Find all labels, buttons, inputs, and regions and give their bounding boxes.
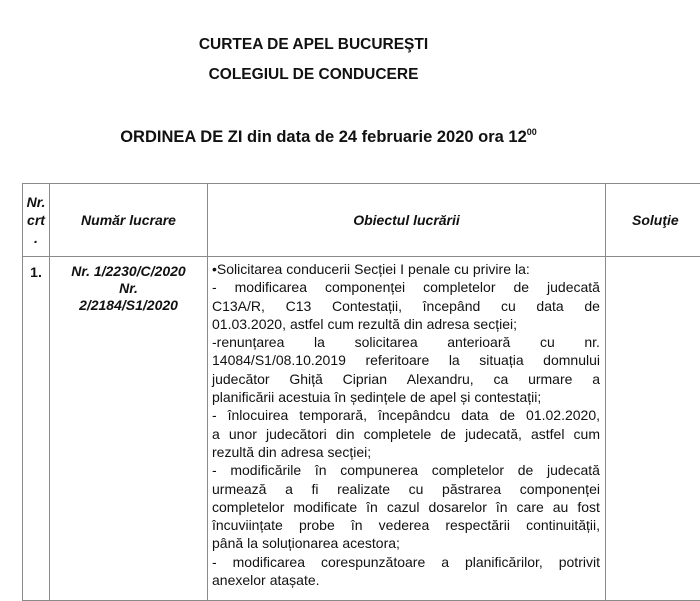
subject-line: 14084/S1/08.10.2019 referitoare la situația domnului: [212, 351, 600, 369]
case-number: Nr. 1/2230/C/2020: [50, 263, 207, 280]
subject-line: •Solicitarea conducerii Secției I penale cu privire la:: [212, 260, 600, 278]
subject-line: 01.03.2020, astfel cum rezultă din adresa secției;: [212, 315, 600, 333]
subject-line: - modificarea componenței completelor de judecată: [212, 278, 600, 296]
subject-line: rezultă din adresa secției;: [212, 443, 600, 461]
table-row: [23, 257, 700, 601]
subject-line: judecător Ghiță Ciprian Alexandru, ca urmare a: [212, 370, 600, 388]
row-number: 1.: [23, 257, 50, 601]
court-name: CURTEA DE APEL BUCUREŞTI: [0, 36, 627, 54]
board-name: COLEGIUL DE CONDUCERE: [0, 66, 627, 84]
subject-line: a unor judecători din completele de judecată, astfel cum: [212, 425, 600, 443]
subject-line: -renunțarea la solicitarea anterioară cu nr.: [212, 333, 600, 351]
agenda-title-text: ORDINEA DE ZI din data de 24 februarie 2020 ora 12: [120, 128, 527, 146]
column-header-solutie: Soluţie: [606, 184, 700, 257]
case-number: Nr.: [50, 280, 207, 297]
subject-line: - înlocuirea temporară, începândcu data de 01.02.2020,: [212, 406, 600, 424]
subject-line: încuviințate probe în vederea respectării continuității,: [212, 516, 600, 534]
subject-line: C13A/R, C13 Contestații, începând cu data de: [212, 297, 600, 315]
agenda-title: [0, 127, 657, 147]
subject-line: planificării acestuia în ședințele de apel și contestații;: [212, 388, 600, 406]
agenda-time-superscript: 00: [527, 127, 537, 137]
case-numbers: [50, 257, 208, 601]
solution-cell: [606, 257, 700, 601]
case-number: 2/2184/S1/2020: [50, 297, 207, 314]
subject-cell: [208, 257, 606, 601]
table-header-row: [23, 184, 700, 257]
agenda-table: [22, 183, 700, 601]
column-header-nr: Nr. crt .: [23, 184, 50, 257]
subject-line: până la soluționarea acestora;: [212, 534, 600, 552]
subject-line: completelor modificate în cazul dosarelor în care au fost: [212, 498, 600, 516]
column-header-numar: Număr lucrare: [50, 184, 208, 257]
subject-line: - modificarea corespunzătoare a planificărilor, potrivit: [212, 553, 600, 571]
column-header-obiect: Obiectul lucrării: [208, 184, 606, 257]
subject-line: urmează a fi realizate cu păstrarea componenței: [212, 480, 600, 498]
subject-line: anexelor atașate.: [212, 571, 600, 589]
subject-line: - modificările în compunerea completelor de judecată: [212, 461, 600, 479]
